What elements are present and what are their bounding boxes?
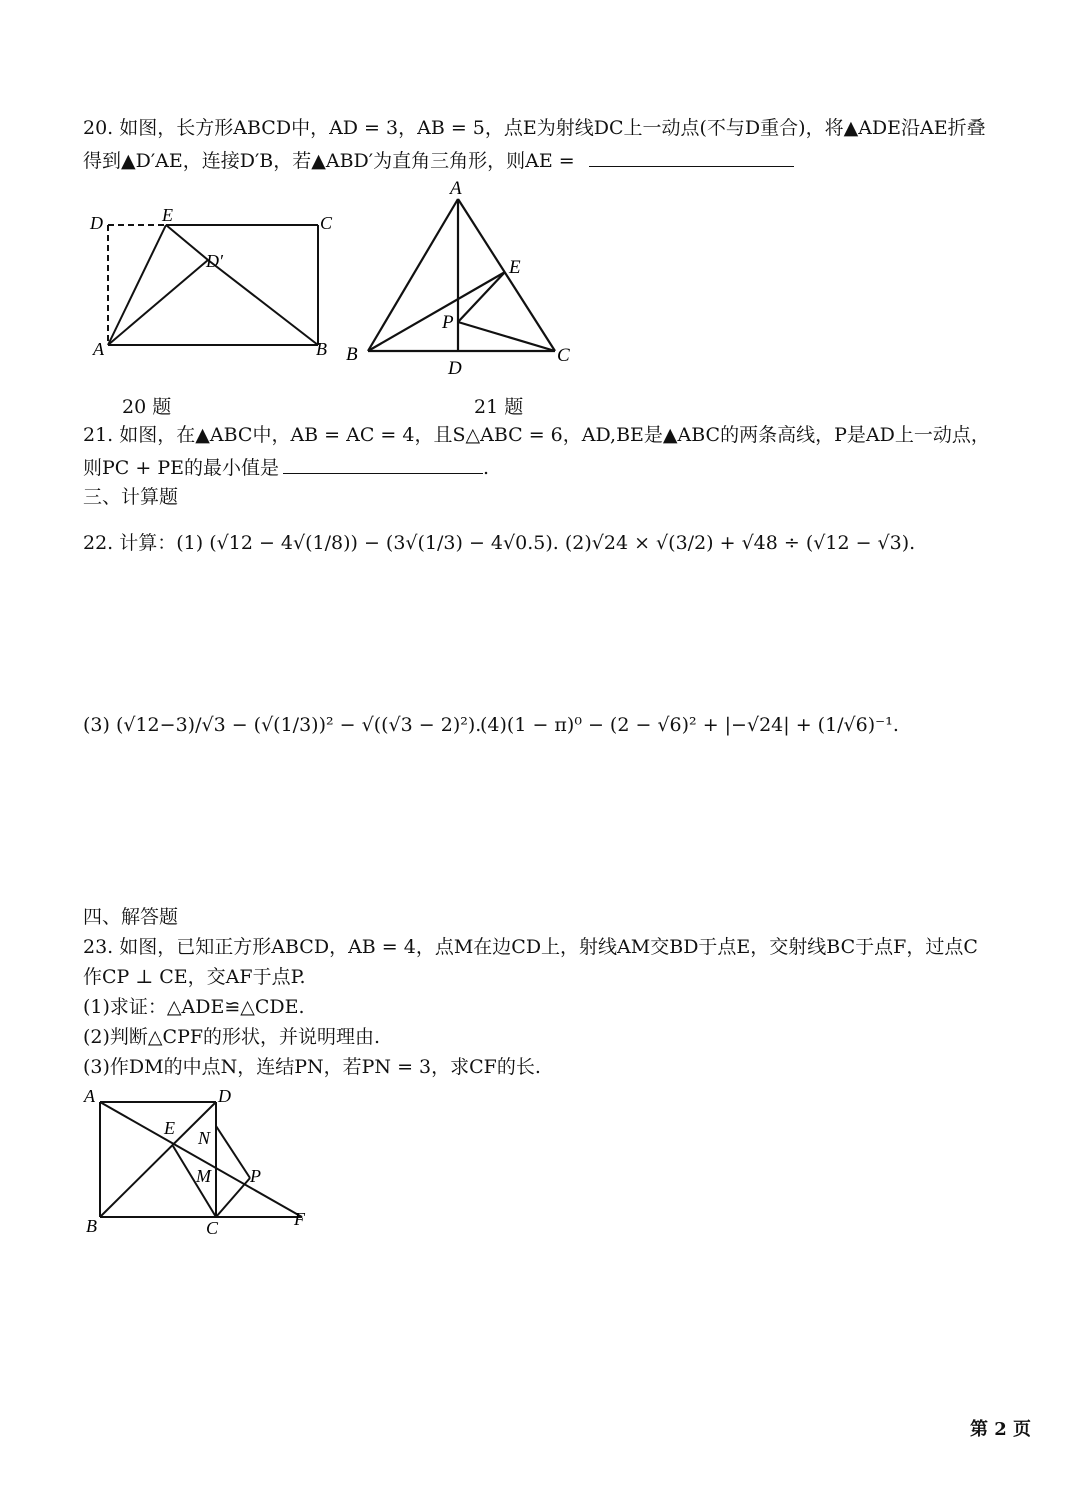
q23-line4: (2)判断△CPF的形状，并说明理由. [83, 1026, 381, 1048]
fig21-label-e: E [509, 257, 521, 278]
q21-answer-blank[interactable] [283, 453, 483, 474]
figure-21 [340, 172, 590, 382]
q20-line2-text: 得到▲D′AE，连接D′B，若▲ABD′为直角三角形，则AE = [83, 150, 575, 172]
q22-intro: 22. 计算： [83, 532, 177, 554]
q23-line2: 作CP ⊥ CE，交AF于点P. [83, 966, 306, 988]
q20-line1: 20. 如图，长方形ABCD中，AD = 3，AB = 5，点E为射线DC上一动点(不与D重合)，将▲ADE沿AE折叠 [83, 117, 986, 139]
q20-answer-blank[interactable] [589, 146, 794, 167]
figure-20 [80, 195, 350, 370]
fig23-edge-cp [216, 1178, 250, 1217]
q22-part1: (1) (√12 − 4√(1/8)) − (3√(1/3) − 4√0.5). [176, 532, 559, 554]
fig20-label-d-prime: D′ [206, 251, 223, 271]
fig20-label-e: E [162, 205, 173, 225]
fig21-label-a: A [450, 178, 462, 199]
q21-line2 [83, 453, 489, 481]
fig23-label-c: C [206, 1218, 219, 1238]
q23-line5: (3)作DM的中点N，连结PN，若PN = 3，求CF的长. [83, 1056, 541, 1078]
q21-line2-end: . [482, 457, 490, 479]
fig20-edge-ad1 [108, 260, 208, 345]
q21-line1: 21. 如图，在▲ABC中，AB = AC = 4，且S△ABC = 6，AD,BE是▲ABC的两条高线，P是AD上一动点， [83, 424, 990, 446]
section-3-heading: 三、计算题 [83, 486, 179, 508]
fig23-label-a: A [84, 1086, 95, 1106]
fig20-edge-d1b [208, 260, 318, 345]
fig23-edge-af [100, 1102, 302, 1217]
q22-part2: (2)√24 × √(3/2) + √48 ÷ (√12 − √3). [564, 532, 916, 554]
caption-21: 21 题 [474, 396, 524, 418]
section-4-heading: 四、解答题 [83, 906, 179, 928]
q20-line2 [83, 146, 794, 174]
fig23-label-b: B [86, 1216, 97, 1236]
q22-row1 [83, 530, 915, 556]
figure-23 [80, 1082, 320, 1242]
fig20-edge-ed1 [166, 225, 208, 260]
fig21-label-b: B [346, 344, 358, 365]
q22-part4: (4)(1 − π)⁰ − (2 − √6)² + |−√24| + (1/√6)⁻¹. [480, 714, 899, 736]
fig21-label-c: C [557, 345, 570, 366]
fig23-label-e: E [164, 1118, 175, 1138]
fig20-label-b: B [316, 339, 327, 359]
fig23-label-f: F [294, 1209, 305, 1229]
fig21-label-p: P [442, 312, 454, 333]
q23-line3: (1)求证：△ADE≌△CDE. [83, 996, 305, 1018]
page-number: 第 2 页 [970, 1419, 1032, 1440]
q23-line1: 23. 如图，已知正方形ABCD，AB = 4，点M在边CD上，射线AM交BD于点E，交射线BC于点F，过点C [83, 936, 978, 958]
fig20-edge-ae [108, 225, 166, 345]
q21-line2-text: 则PC + PE的最小值是 [83, 457, 279, 479]
fig21-edge-ac [458, 199, 555, 351]
fig20-label-d: D [90, 213, 103, 233]
fig23-label-m: M [196, 1166, 211, 1186]
fig21-edge-be [368, 272, 505, 351]
fig20-label-c: C [320, 213, 333, 233]
fig23-label-p: P [250, 1166, 261, 1186]
fig23-label-n: N [198, 1128, 211, 1148]
caption-20: 20 题 [122, 396, 172, 418]
fig21-label-d: D [448, 358, 462, 379]
fig23-edge-bd [100, 1102, 216, 1217]
fig20-label-a: A [93, 339, 104, 359]
q22-part3: (3) (√12−3)/√3 − (√(1/3))² − √((√3 − 2)²). [83, 714, 482, 736]
fig21-edge-pe [458, 272, 505, 322]
fig23-label-d: D [218, 1086, 231, 1106]
